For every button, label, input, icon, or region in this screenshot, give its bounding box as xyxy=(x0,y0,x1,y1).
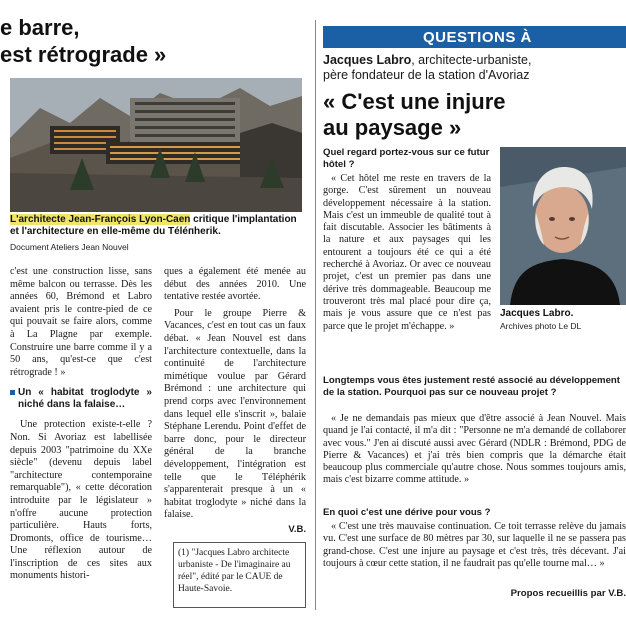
interviewee-role-1: , architecte-urbaniste, xyxy=(411,53,532,67)
footnote-box xyxy=(173,542,306,608)
interview-title xyxy=(323,89,626,141)
interview-title-line-2: au paysage » xyxy=(323,115,462,140)
caption-text: critique l'implantation et l'architecture en elle-même du Téléпherik. xyxy=(10,214,297,237)
left-headline xyxy=(0,14,310,68)
answer-2: « Je ne demandais pas mieux que d'être associé à Jean Nouvel. Mais quand je l'ai contacté, il m'a dit : "Personne ne m'a demandé de collaborer avec vous." J'en ai discuté aussi avec Gérard (NDLR : Brémond, PDG de Pierre & Vacances) et j'ai très bien compris que la démarche était beaucoup plus commerciale qu'autre chose. Nous sommes toujours amis, mais c'est bizarre comme attitude. » xyxy=(323,413,626,486)
question-3: En quoi c'est une dérive pour vous ? xyxy=(323,507,491,518)
question-1: Quel regard portez-vous sur ce futur hôtel ? xyxy=(323,147,490,170)
headline-line-2: est rétrograde » xyxy=(0,42,167,67)
article-column-2 xyxy=(164,266,306,536)
interviewee-name: Jacques Labro xyxy=(323,53,412,67)
intertitle-text: Un « habitat troglodyte » niché dans la falaise… xyxy=(18,387,152,411)
question-2: Longtemps vous êtes justement resté associé au développement de la station. Pourquoi pas sur ce nouveau projet ? xyxy=(323,375,620,398)
interviewee-intro xyxy=(323,53,626,83)
interview-signature: Propos recueillis par V.B. xyxy=(510,588,626,599)
photo-credit: Document Ateliers Jean Nouvel xyxy=(10,242,129,252)
footnote-text: (1) "Jacques Labro architecte urbaniste - De l'imaginaire au réel", édité par le CAUE de Haute-Savoie. xyxy=(178,548,291,594)
col1-paragraph-2: Une protection existe-t-elle ? Non. Si Avoriaz est labellisée depuis 2003 "patrimoine du XXe siècle" (devenu depuis label "architecture contemporaine remarquable"), « cette décoration introduite par le législateur » n'offre aucune protection particulière. Hauts forts, Dromonts, office de tourisme… Une réflexion autour de l'inscription de ces sites aux monuments histori- xyxy=(10,419,152,582)
col2-paragraph-2: Pour le groupe Pierre & Vacances, c'est en tout cas un faux débat. « Jean Nouvel est dans l'architecture contextuelle, dans la continuité de l'architecture mimétique voulue par Gérard Brémond : une architecture qui prend corps avec l'environnement dans lequel elle s'inscrit », balaie Stéphane Lerendu. Point d'effet de barre donc, pour le directeur général de la branche développement, l'intégration est telle que le Téléphérik s'apparenterait presque à un « habitat troglodyte » niché dans la falaise. xyxy=(164,307,306,521)
portrait-caption: Jacques Labro. xyxy=(500,308,574,319)
portrait-photo xyxy=(500,147,626,305)
questions-banner xyxy=(323,26,626,48)
photo-caption xyxy=(10,214,302,238)
intertitle-square-icon xyxy=(10,390,15,395)
col1-intertitle xyxy=(10,387,152,411)
article-column-1 xyxy=(10,266,152,583)
headline-line-1: e barre, xyxy=(0,15,80,40)
column-divider xyxy=(315,20,316,610)
portrait-illustration xyxy=(500,147,626,305)
answer-1: « Cet hôtel me reste en travers de la gorge. C'est sûrement un nouveau développement nécessaire à la station. Mais c'est un immeuble de qualité tout à fait discutable. Associer les bâtiments à la nature et aux paysages qui les entourent a toujours été ce qui a été recherché à Avoriaz. Or avec ce nouveau projet, c'est un premier pas dans une dérive très dommageable. Beaucoup me trouveront très mal placé pour dire ça, mais je vous assure que ce n'est pas parce que le projet m'échappe. » xyxy=(323,173,491,332)
portrait-credit: Archives photo Le DL xyxy=(500,321,582,331)
caption-highlight: L'architecte Jean-François Lyon-Caen xyxy=(10,214,191,225)
answer-3: « C'est une très mauvaise continuation. Ce toit terrasse relève du jamais vu. C'est une surface de 80 mètres par 30, sur laquelle il ne se passera pas grand-chose. C'est une injure au paysage et c'est très, très décevant. J'ai toujours à cœur cette station, il ne faudrait pas qu'elle tourne mal… » xyxy=(323,521,626,569)
rendering-illustration xyxy=(10,78,302,212)
col2-signature: V.B. xyxy=(288,523,306,535)
col1-paragraph-1: c'est une construction lisse, sans même balcon ou terrasse. Dès les années 60, Brémond et Labro avaient pris le contre-pied de ce qui pouvait se faire alors, comme à La Plagne par exemple. Construire une barre comme il y a 50 ans, qu'est-ce que c'est rétrograde ! » xyxy=(10,266,152,378)
banner-label: QUESTIONS À xyxy=(423,28,532,46)
interviewee-role-2: père fondateur de la station d'Avoriaz xyxy=(323,68,530,82)
hotel-rendering-photo xyxy=(10,78,302,212)
interview-title-line-1: « C'est une injure xyxy=(323,89,506,114)
col2-paragraph-1: ques a également été menée au début des années 2010. Une tentative restée avortée. xyxy=(164,266,306,303)
